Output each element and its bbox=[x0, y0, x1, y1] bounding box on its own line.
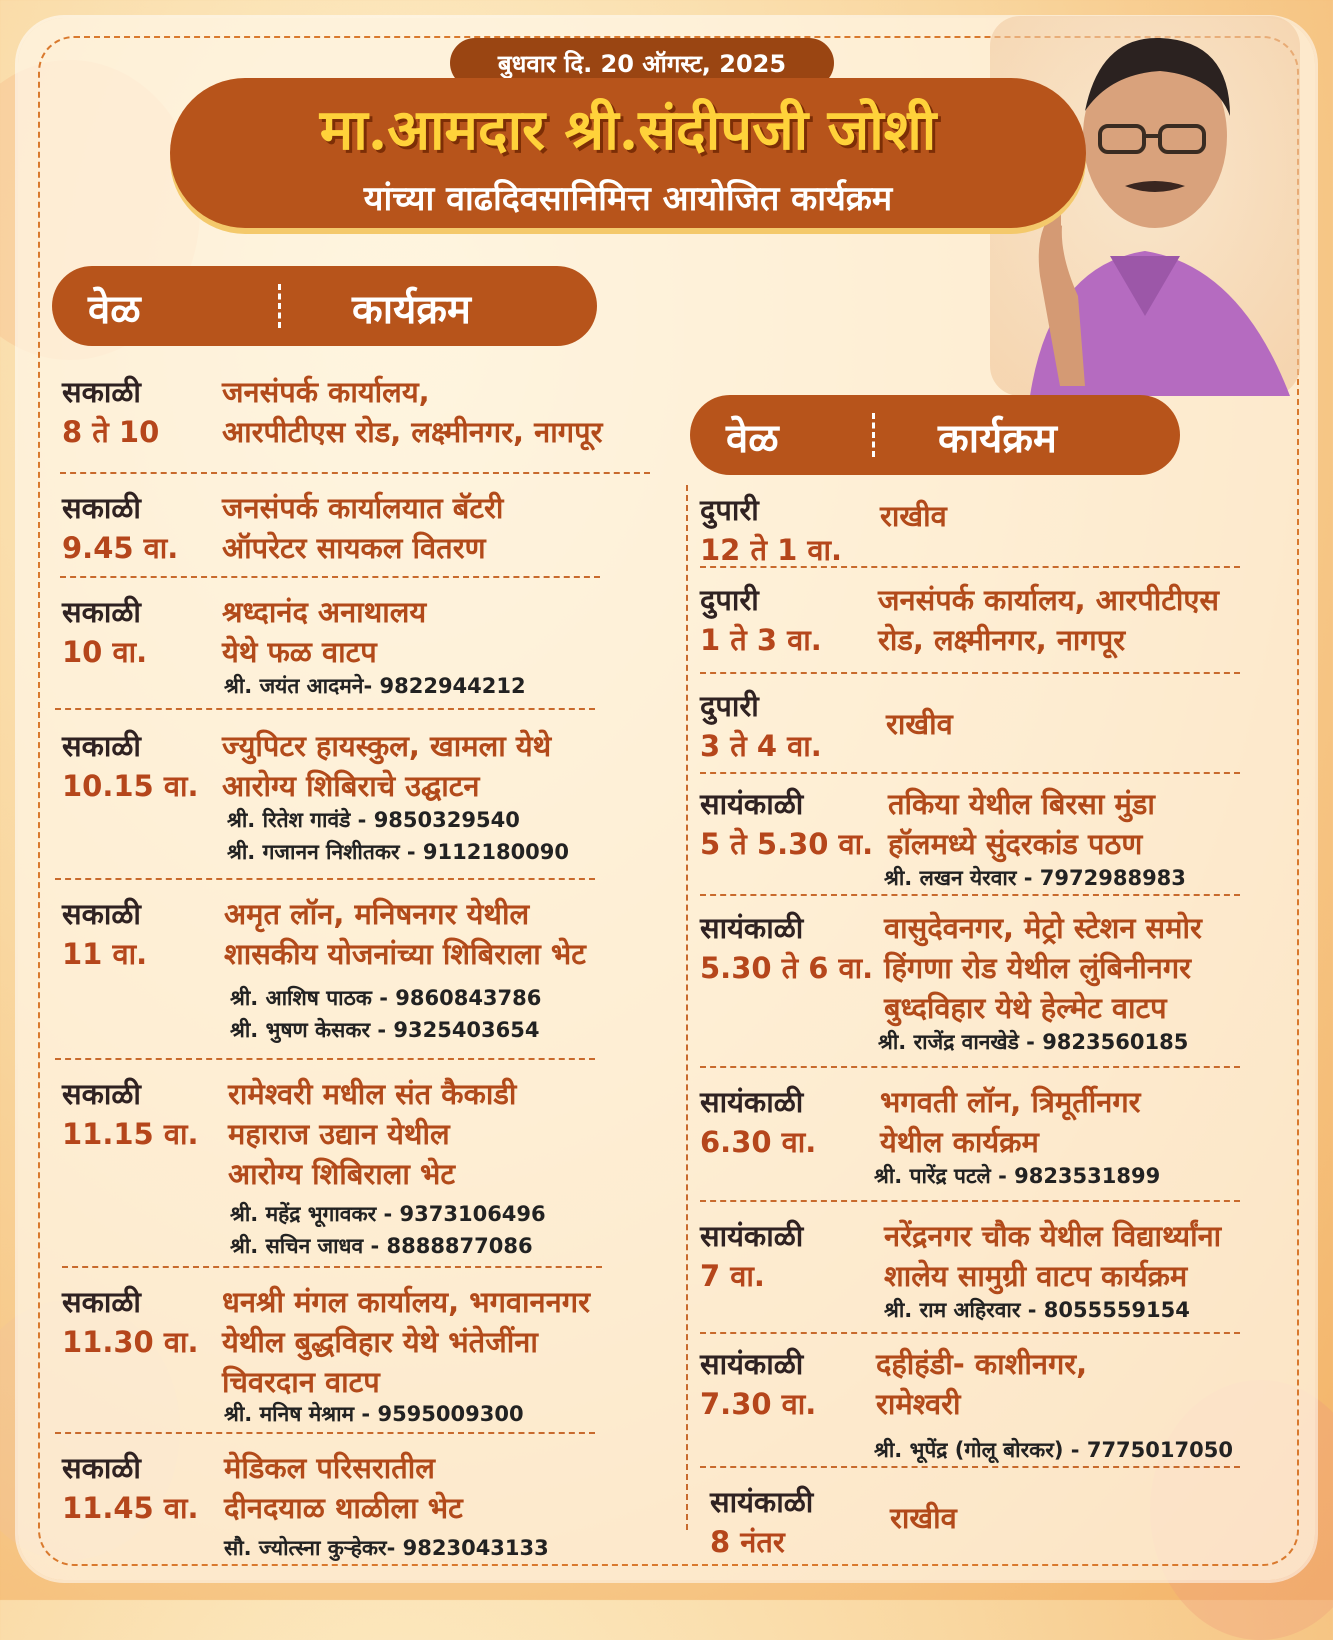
program-line: नरेंद्रनगर चौक येथील विद्यार्थ्यांना bbox=[884, 1219, 1222, 1253]
entry-period: सकाळी bbox=[62, 1077, 141, 1111]
contact-person: श्री. पारेंद्र पटले - 9823531899 bbox=[874, 1164, 1161, 1188]
entry-divider bbox=[60, 472, 650, 474]
entry-time bbox=[700, 1216, 803, 1296]
contact-person: श्री. भुषण केसकर - 9325403654 bbox=[230, 1018, 540, 1042]
entry-program bbox=[880, 1082, 1141, 1162]
entry-period: सायंकाळी bbox=[700, 787, 804, 821]
entry-clock: 7.30 वा. bbox=[700, 1387, 817, 1421]
program-line: तकिया येथील बिरसा मुंडा bbox=[888, 787, 1155, 821]
entry-clock: 11.45 वा. bbox=[62, 1491, 199, 1525]
entry-period: सायंकाळी bbox=[700, 1219, 804, 1253]
entry-divider bbox=[700, 1066, 1240, 1068]
program-line: श्रध्दानंद अनाथालय bbox=[222, 595, 427, 629]
entry-divider bbox=[700, 672, 1240, 674]
entry-clock: 10.15 वा. bbox=[62, 769, 199, 803]
program-line: बुध्दविहार येथे हेल्मेट वाटप bbox=[884, 991, 1167, 1025]
contact-person: श्री. राम अहिरवार - 8055559154 bbox=[884, 1298, 1190, 1322]
program-line: जनसंपर्क कार्यालय, bbox=[222, 375, 430, 409]
entry-clock: 8 ते 10 bbox=[62, 415, 160, 449]
entry-clock: 5 ते 5.30 वा. bbox=[700, 827, 874, 861]
entry-time bbox=[700, 908, 873, 988]
entry-clock: 6.30 वा. bbox=[700, 1125, 817, 1159]
entry-time bbox=[62, 488, 178, 568]
time-column-label: वेळ bbox=[88, 287, 141, 333]
main-title: मा.आमदार श्री.संदीपजी जोशी bbox=[319, 97, 937, 163]
program-line: जनसंपर्क कार्यालयात बॅटरी bbox=[222, 491, 504, 525]
entry-divider bbox=[700, 772, 1240, 774]
entry-time bbox=[700, 490, 842, 570]
entry-time bbox=[700, 784, 873, 864]
sub-title: यांच्या वाढदिवसानिमित्त आयोजित कार्यक्रम bbox=[363, 179, 893, 219]
contact-person: श्री. मनिष मेश्राम - 9595009300 bbox=[224, 1402, 524, 1426]
entry-program bbox=[222, 488, 503, 568]
entry-period: सकाळी bbox=[62, 375, 141, 409]
entry-clock: 9.45 वा. bbox=[62, 531, 179, 565]
entry-clock: 7 वा. bbox=[700, 1259, 765, 1293]
entry-period: सकाळी bbox=[62, 595, 141, 629]
program-line: रोड, लक्ष्मीनगर, नागपूर bbox=[878, 623, 1126, 657]
entry-divider bbox=[62, 1266, 602, 1268]
entry-period: सायंकाळी bbox=[710, 1485, 814, 1519]
entry-divider bbox=[60, 576, 600, 578]
program-line: आरपीटीएस रोड, लक्ष्मीनगर, नागपूर bbox=[222, 415, 603, 449]
program-line: आरोग्य शिबिराला भेट bbox=[228, 1157, 456, 1191]
entry-clock: 10 वा. bbox=[62, 635, 148, 669]
entry-time bbox=[62, 1074, 198, 1154]
entry-time bbox=[710, 1482, 813, 1562]
entry-clock: 11.15 वा. bbox=[62, 1117, 199, 1151]
entry-clock: 5.30 ते 6 वा. bbox=[700, 951, 874, 985]
program-line: हिंगणा रोड येथील लुंबिनीनगर bbox=[884, 951, 1192, 985]
program-line: राखीव bbox=[890, 1501, 957, 1535]
entry-time bbox=[700, 1082, 816, 1162]
contact-person: श्री. राजेंद्र वानखेडे - 9823560185 bbox=[878, 1030, 1189, 1054]
entry-program bbox=[222, 592, 426, 672]
entry-program bbox=[880, 496, 947, 536]
program-line: रामेश्वरी bbox=[876, 1387, 961, 1421]
entry-time bbox=[700, 1344, 816, 1424]
program-line: मेडिकल परिसरातील bbox=[224, 1451, 435, 1485]
entry-clock: 3 ते 4 वा. bbox=[700, 729, 822, 763]
program-line: शासकीय योजनांच्या शिबिराला भेट bbox=[224, 937, 586, 971]
contact-person: श्री. भूपेंद्र (गोलू बोरकर) - 7775017050 bbox=[874, 1438, 1233, 1462]
contact-person: श्री. सचिन जाधव - 8888877086 bbox=[230, 1234, 533, 1258]
entry-program bbox=[884, 1216, 1221, 1296]
entry-clock: 11 वा. bbox=[62, 937, 148, 971]
entry-period: सकाळी bbox=[62, 1285, 141, 1319]
entry-divider bbox=[700, 1466, 1240, 1468]
entry-program bbox=[884, 908, 1202, 1028]
entry-divider bbox=[55, 1058, 595, 1060]
right-column-header bbox=[690, 395, 1180, 475]
program-line: रामेश्वरी मधील संत कैकाडी bbox=[228, 1077, 517, 1111]
entry-time bbox=[62, 894, 147, 974]
program-column-label: कार्यक्रम bbox=[938, 416, 1057, 462]
event-date: बुधवार दि. 20 ऑगस्ट, 2025 bbox=[497, 49, 787, 78]
contact-person: श्री. आशिष पाठक - 9860843786 bbox=[230, 986, 542, 1010]
entry-program bbox=[228, 1074, 516, 1194]
contact-person: श्री. गजानन निशीतकर - 9112180090 bbox=[227, 840, 570, 864]
entry-divider bbox=[55, 878, 595, 880]
program-line: धनश्री मंगल कार्यालय, भगवाननगर bbox=[222, 1285, 590, 1319]
program-line: शालेय सामुग्री वाटप कार्यक्रम bbox=[884, 1259, 1188, 1293]
time-column-label: वेळ bbox=[726, 416, 779, 462]
entry-time bbox=[700, 580, 822, 660]
program-line: दीनदयाळ थाळीला भेट bbox=[224, 1491, 463, 1525]
contact-person: श्री. लखन येरवार - 7972988983 bbox=[884, 866, 1186, 890]
program-line: दहीहंडी- काशीनगर, bbox=[876, 1347, 1088, 1381]
entry-time bbox=[62, 592, 147, 672]
program-line: ऑपरेटर सायकल वितरण bbox=[222, 531, 486, 565]
entry-clock: 1 ते 3 वा. bbox=[700, 623, 822, 657]
program-line: भगवती लॉन, त्रिमूर्तीनगर bbox=[880, 1085, 1141, 1119]
entry-program bbox=[876, 1344, 1087, 1424]
program-column-label: कार्यक्रम bbox=[352, 287, 471, 333]
column-divider bbox=[686, 485, 688, 1530]
header-separator bbox=[278, 284, 281, 328]
entry-divider bbox=[55, 1432, 595, 1434]
program-line: वासुदेवनगर, मेट्रो स्टेशन समोर bbox=[884, 911, 1202, 945]
entry-program bbox=[222, 726, 551, 806]
entry-period: दुपारी bbox=[700, 583, 759, 617]
program-line: ज्युपिटर हायस्कुल, खामला येथे bbox=[222, 729, 552, 763]
header-separator bbox=[872, 413, 875, 457]
entry-divider bbox=[700, 1332, 1240, 1334]
entry-period: सकाळी bbox=[62, 1451, 141, 1485]
entry-time bbox=[700, 686, 822, 766]
entry-divider bbox=[700, 1200, 1240, 1202]
program-line: राखीव bbox=[886, 707, 953, 741]
program-line: अमृत लॉन, मनिषनगर येथील bbox=[224, 897, 530, 931]
program-line: येथील कार्यक्रम bbox=[880, 1125, 1039, 1159]
program-line: येथील बुद्धविहार येथे भंतेजींना bbox=[222, 1325, 538, 1359]
entry-clock: 8 नंतर bbox=[710, 1525, 785, 1559]
entry-divider bbox=[700, 566, 1240, 568]
entry-time bbox=[62, 1448, 198, 1528]
entry-period: दुपारी bbox=[700, 493, 759, 527]
entry-period: सायंकाळी bbox=[700, 1347, 804, 1381]
contact-person: श्री. जयंत आदमने- 9822944212 bbox=[224, 674, 526, 698]
entry-clock: 12 ते 1 वा. bbox=[700, 533, 843, 567]
entry-period: सायंकाळी bbox=[700, 911, 804, 945]
entry-program bbox=[224, 1448, 463, 1528]
entry-program bbox=[222, 1282, 590, 1402]
entry-period: सायंकाळी bbox=[700, 1085, 804, 1119]
left-column-header bbox=[52, 266, 597, 346]
entry-period: सकाळी bbox=[62, 491, 141, 525]
program-line: हॉलमध्ये सुंदरकांड पठण bbox=[888, 827, 1143, 861]
entry-period: दुपारी bbox=[700, 689, 759, 723]
entry-program bbox=[886, 704, 953, 744]
entry-divider bbox=[700, 894, 1240, 896]
program-line: येथे फळ वाटप bbox=[222, 635, 377, 669]
entry-period: सकाळी bbox=[62, 897, 141, 931]
entry-program bbox=[224, 894, 586, 974]
program-line: चिवरदान वाटप bbox=[222, 1365, 380, 1399]
title-banner bbox=[170, 78, 1086, 228]
entry-program bbox=[890, 1498, 957, 1538]
program-line: महाराज उद्यान येथील bbox=[228, 1117, 450, 1151]
entry-time bbox=[62, 726, 198, 806]
entry-program bbox=[222, 372, 602, 452]
entry-divider bbox=[55, 708, 595, 710]
contact-person: श्री. रितेश गावंडे - 9850329540 bbox=[227, 808, 520, 832]
entry-time bbox=[62, 372, 159, 452]
entry-period: सकाळी bbox=[62, 729, 141, 763]
contact-person: श्री. महेंद्र भूगावकर - 9373106496 bbox=[230, 1202, 546, 1226]
program-line: राखीव bbox=[880, 499, 947, 533]
entry-time bbox=[62, 1282, 198, 1362]
program-line: आरोग्य शिबिराचे उद्घाटन bbox=[222, 769, 480, 803]
entry-program bbox=[878, 580, 1219, 660]
entry-clock: 11.30 वा. bbox=[62, 1325, 199, 1359]
program-line: जनसंपर्क कार्यालय, आरपीटीएस bbox=[878, 583, 1220, 617]
contact-person: सौ. ज्योत्स्ना कुऱ्हेकर- 9823043133 bbox=[224, 1536, 549, 1560]
entry-program bbox=[888, 784, 1155, 864]
